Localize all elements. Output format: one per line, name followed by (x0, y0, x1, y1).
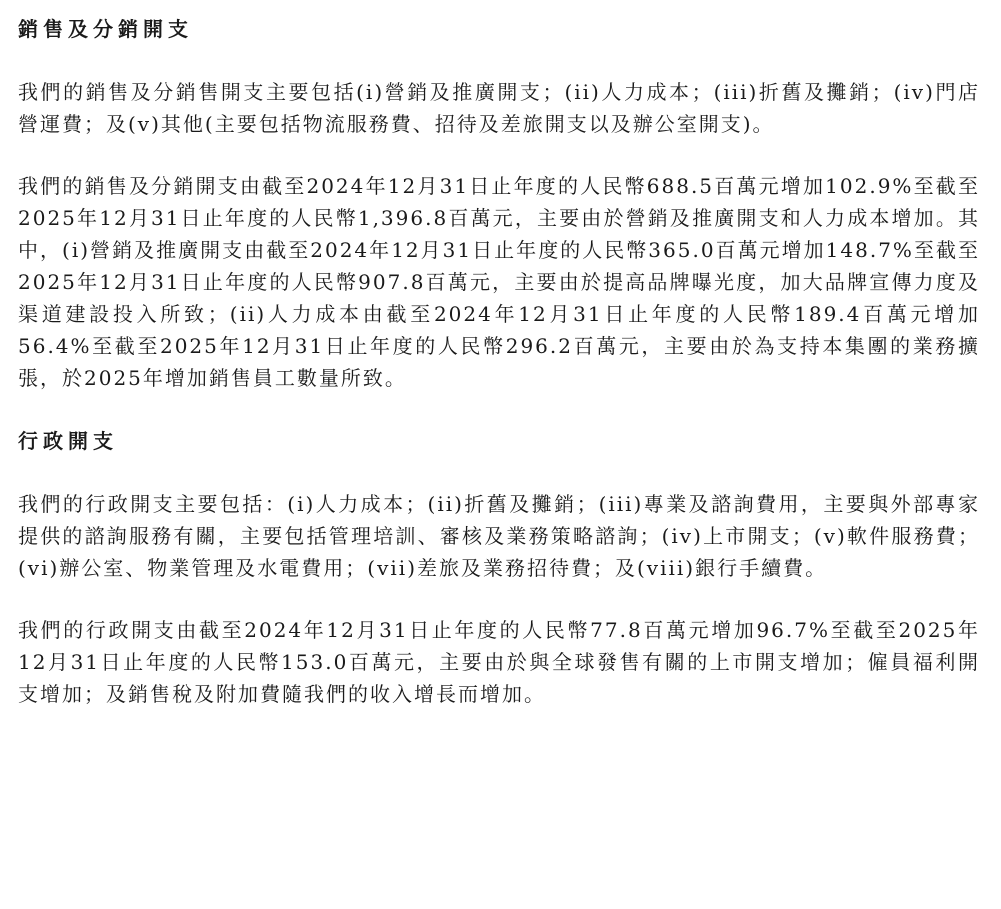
selling-expenses-composition-paragraph: 我們的銷售及分銷售開支主要包括(i)營銷及推廣開支；(ii)人力成本；(iii)折舊及攤銷；(iv)門店營運費；及(v)其他(主要包括物流服務費、招待及差旅開支以及辦公室開支)。 (18, 80, 980, 136)
admin-expenses-change-paragraph: 我們的行政開支由截至2024年12月31日止年度的人民幣77.8百萬元增加96.7%至截至2025年12月31日止年度的人民幣153.0百萬元，主要由於與全球發售有關的上市開支增加；僱員福利開支增加；及銷售稅及附加費隨我們的收入增長而增加。 (18, 618, 980, 706)
section-heading-administrative: 行政開支 (18, 429, 118, 453)
admin-expenses-composition-paragraph: 我們的行政開支主要包括：(i)人力成本；(ii)折舊及攤銷；(iii)專業及諮詢費用，主要與外部專家提供的諮詢服務有關，主要包括管理培訓、審核及業務策略諮詢；(iv)上市開支；(v)軟件服務費；(vi)辦公室、物業管理及水電費用；(vii)差旅及業務招待費；及(viii)銀行手續費。 (18, 492, 980, 580)
section-heading-selling-distribution: 銷售及分銷開支 (18, 17, 193, 41)
selling-expenses-change-paragraph: 我們的銷售及分銷開支由截至2024年12月31日止年度的人民幣688.5百萬元增加102.9%至截至2025年12月31日止年度的人民幣1,396.8百萬元，主要由於營銷及推廣開支和人力成本增加。其中，(i)營銷及推廣開支由截至2024年12月31日止年度的人民幣365.0百萬元增加148.7%至截至2025年12月31日止年度的人民幣907.8百萬元，主要由於提高品牌曝光度，加大品牌宣傳力度及渠道建設投入所致；(ii)人力成本由截至2024年12月31日止年度的人民幣189.4百萬元增加56.4%至截至2025年12月31日止年度的人民幣296.2百萬元，主要由於為支持本集團的業務擴張，於2025年增加銷售員工數量所致。 (18, 174, 980, 390)
document-page (18, 12, 980, 710)
